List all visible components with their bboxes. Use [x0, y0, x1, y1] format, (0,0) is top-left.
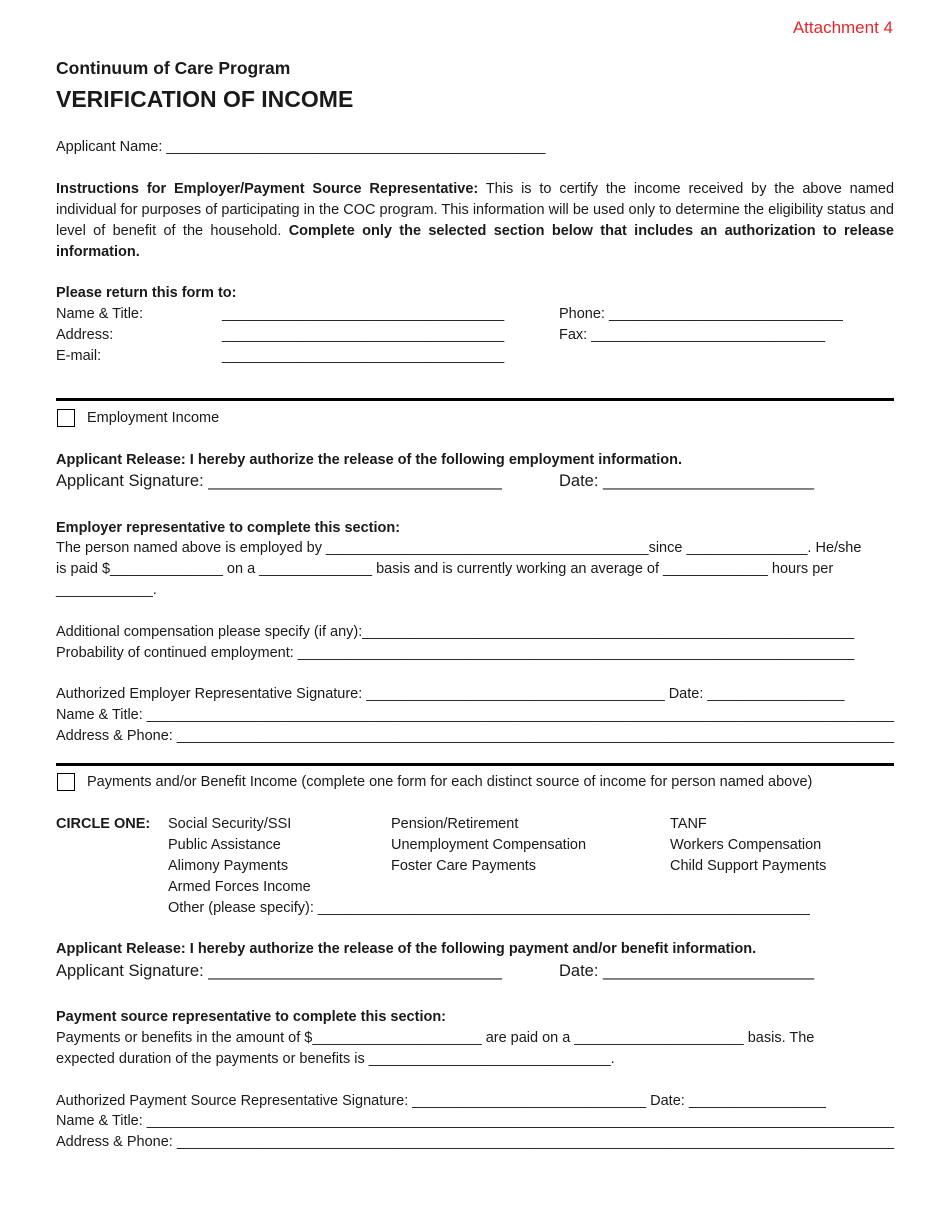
return-email-field[interactable]: ___________________________________ — [222, 348, 505, 364]
instructions-paragraph — [56, 179, 894, 263]
probability-field[interactable]: Probability of continued employment: _____________________________________________________________________ — [56, 645, 855, 661]
employment-applicant-signature[interactable]: Applicant Signature: ________________________________ — [56, 472, 502, 490]
program-name: Continuum of Care Program — [56, 58, 291, 78]
section-divider-employment — [56, 398, 894, 401]
payments-applicant-signature[interactable]: Applicant Signature: ________________________________ — [56, 962, 502, 980]
applicant-name-field[interactable]: Applicant Name: _______________________________________________ — [56, 139, 546, 155]
option-armed-forces[interactable]: Armed Forces Income — [168, 879, 311, 895]
return-phone-field[interactable]: Phone: _____________________________ — [559, 306, 843, 322]
attachment-label: Attachment 4 — [792, 18, 893, 37]
payments-line-1[interactable]: Payments or benefits in the amount of $_____________________ are paid on a _____________________ basis. The — [56, 1030, 815, 1046]
option-pension[interactable]: Pension/Retirement — [391, 816, 519, 832]
payments-income-checkbox[interactable] — [57, 773, 75, 791]
payments-applicant-date[interactable]: Date: _______________________ — [559, 962, 815, 980]
instructions-lead: Instructions for Employer/Payment Source Representative: — [56, 181, 479, 197]
return-fax-field[interactable]: Fax: _____________________________ — [559, 327, 826, 343]
circle-one-label: CIRCLE ONE: — [56, 816, 151, 832]
option-alimony[interactable]: Alimony Payments — [168, 858, 289, 874]
option-workers-comp[interactable]: Workers Compensation — [670, 837, 822, 853]
option-public-assistance[interactable]: Public Assistance — [168, 837, 281, 853]
employer-rep-heading: Employer representative to complete this section: — [56, 520, 401, 536]
section-divider-payments — [56, 763, 894, 766]
employment-income-label: Employment Income — [87, 410, 220, 426]
payment-rep-heading: Payment source representative to complete this section: — [56, 1009, 447, 1025]
employment-income-checkbox[interactable] — [57, 409, 75, 427]
employment-release: Applicant Release: I hereby authorize the release of the following employment information. — [56, 452, 683, 468]
return-name-field[interactable]: ___________________________________ — [222, 306, 505, 322]
return-email-label: E-mail: — [56, 348, 102, 364]
option-social-security[interactable]: Social Security/SSI — [168, 816, 292, 832]
return-heading: Please return this form to: — [56, 285, 237, 301]
employment-applicant-date[interactable]: Date: _______________________ — [559, 472, 815, 490]
page-title: VERIFICATION OF INCOME — [56, 86, 354, 112]
employment-line-1[interactable]: The person named above is employed by ________________________________________since _______________. He/she — [56, 540, 862, 556]
additional-compensation-field[interactable]: Additional compensation please specify (if any):_____________________________________________________________ — [56, 624, 855, 640]
payment-rep-name-title[interactable]: Name & Title: _____________________________________________________________________________________________ — [56, 1113, 895, 1129]
employer-rep-name-title[interactable]: Name & Title: _____________________________________________________________________________________________ — [56, 707, 895, 723]
option-other-field[interactable]: Other (please specify): _____________________________________________________________ — [168, 900, 810, 916]
employment-line-2[interactable]: is paid $______________ on a ______________ basis and is currently working an average of _____________ hours per — [56, 561, 834, 577]
instructions-body: This is to certify the income received by the above named individual for purposes of participating in the COC program. This information will be used only to determine the eligibility status and level of benefit of the household. — [56, 181, 895, 239]
return-name-label: Name & Title: — [56, 306, 144, 322]
payments-release: Applicant Release: I hereby authorize the release of the following payment and/or benefit information. — [56, 941, 757, 957]
payment-rep-address-phone[interactable]: Address & Phone: _________________________________________________________________________________________ — [56, 1134, 895, 1150]
option-child-support[interactable]: Child Support Payments — [670, 858, 827, 874]
instructions-emphasis: Complete only the selected section below that includes an authorization to release information. — [56, 223, 894, 260]
payments-income-label: Payments and/or Benefit Income (complete one form for each distinct source of income for person named above) — [87, 774, 813, 790]
employer-rep-signature[interactable]: Authorized Employer Representative Signature: _____________________________________ Date: _________________ — [56, 686, 845, 702]
option-unemployment[interactable]: Unemployment Compensation — [391, 837, 587, 853]
option-tanf[interactable]: TANF — [670, 816, 707, 832]
payment-rep-signature[interactable]: Authorized Payment Source Representative Signature: _____________________________ Date: _________________ — [56, 1093, 826, 1109]
payments-line-2[interactable]: expected duration of the payments or benefits is ______________________________. — [56, 1051, 615, 1067]
return-address-field[interactable]: ___________________________________ — [222, 327, 505, 343]
option-foster-care[interactable]: Foster Care Payments — [391, 858, 537, 874]
employment-line-3[interactable]: ____________. — [56, 582, 157, 598]
return-address-label: Address: — [56, 327, 114, 343]
employer-rep-address-phone[interactable]: Address & Phone: _________________________________________________________________________________________ — [56, 728, 895, 744]
